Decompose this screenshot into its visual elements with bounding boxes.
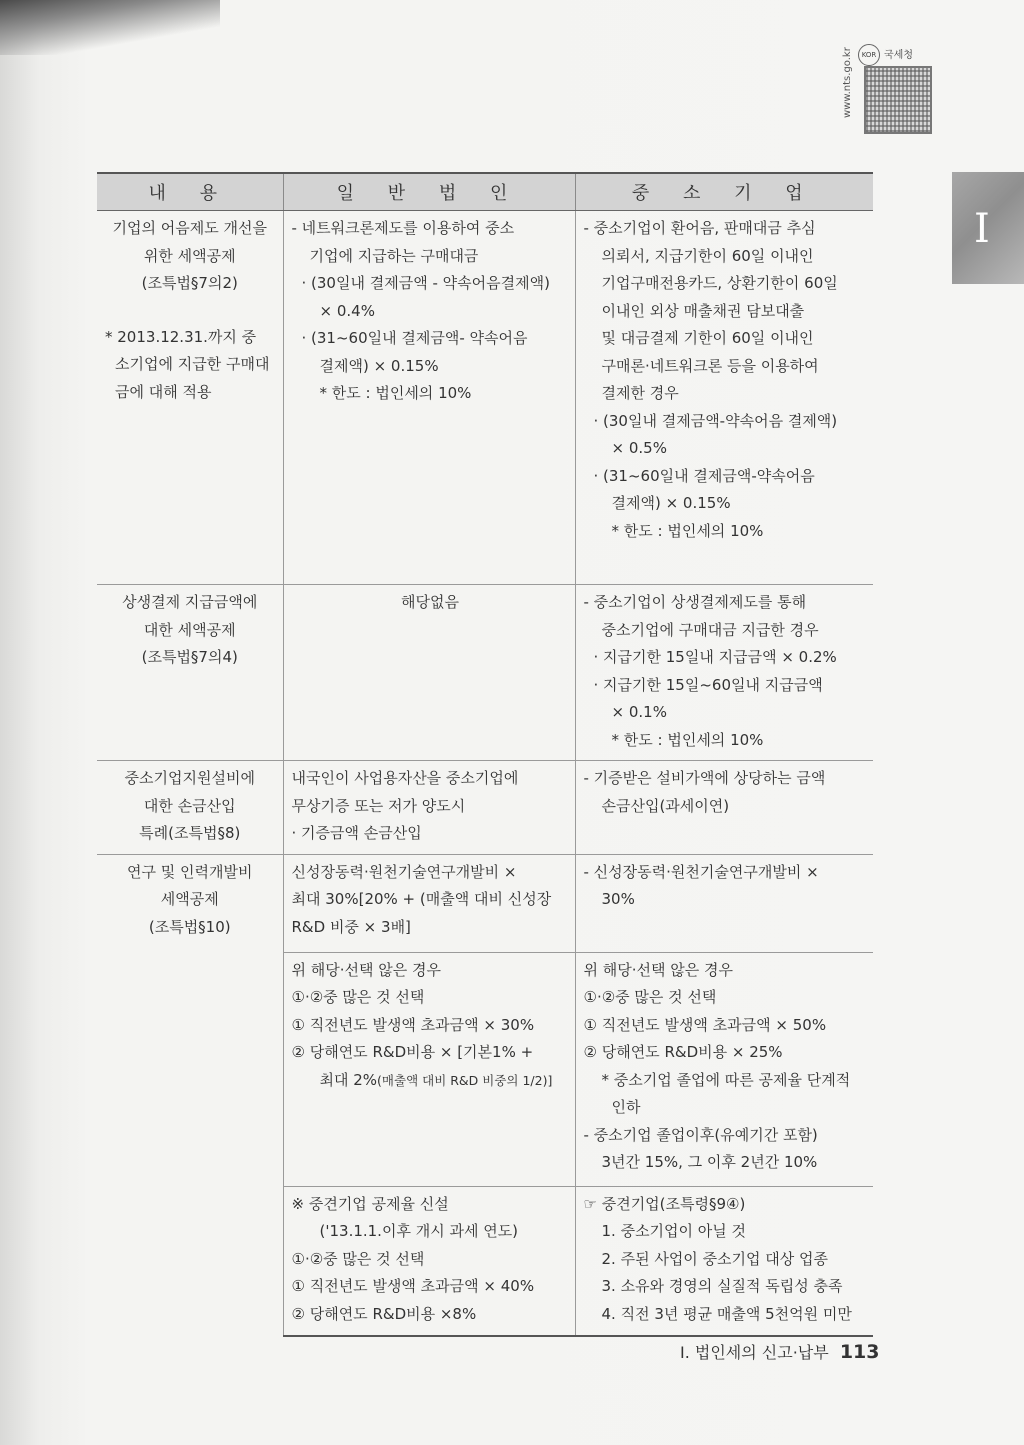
qr-code-icon	[864, 66, 932, 134]
nts-brand-block	[842, 40, 932, 130]
table-row	[97, 211, 873, 585]
row-general-midsize: ※ 중견기업 공제율 신설 ('13.1.1.이후 개시 과세 연도) ①·②중 많은 것 선택 ① 직전년도 발생액 초과금액 × 40% ② 당해연도 R&D비용 ×8%	[283, 1186, 575, 1336]
row-sme-standard: 위 해당·선택 않은 경우 ①·②중 많은 것 선택 ① 직전년도 발생액 초과금액 × 50% ② 당해연도 R&D비용 × 25% * 중소기업 졸업에 따른 공제율 단계적 인하 - 중소기업 졸업이후(유예기간 포함) 3년간 15%, 그 이후 2년간 10%	[575, 952, 873, 1186]
table-row	[97, 761, 873, 855]
row-content: 중소기업지원설비에 대한 손금산입 특례(조특법§8)	[97, 761, 283, 855]
nts-logo-icon: KOR	[858, 44, 880, 66]
row-general-new-growth: 신성장동력·원천기술연구개발비 × 최대 30%[20% + (매출액 대비 신성장 R&D 비중 × 3배]	[283, 854, 575, 952]
row-general: - 네트워크론제도를 이용하여 중소 기업에 지급하는 구매대금 · (30일내 결제금액 - 약속어음결제액) × 0.4% · (31~60일내 결제금액- 약속어음 결제액) × 0.15% * 한도 : 법인세의 10%	[283, 211, 575, 585]
header-content: 내 용	[97, 173, 283, 211]
row-general-standard: 위 해당·선택 않은 경우 ①·②중 많은 것 선택 ① 직전년도 발생액 초과금액 × 30% ② 당해연도 R&D비용 × [기본1% + 최대 2%(매출액 대비 R&D 비중의 1/2)]	[283, 952, 575, 1186]
table-row	[97, 854, 873, 952]
header-sme: 중 소 기 업	[575, 173, 873, 211]
header-general-corp: 일 반 법 인	[283, 173, 575, 211]
row-sme: - 중소기업이 환어음, 판매대금 추심 의뢰서, 지급기한이 60일 이내인 기업구매전용카드, 상환기한이 60일 이내인 외상 매출채권 담보대출 및 대금결제 기한이 60일 이내인 구매론·네트워크론 등을 이용하여 결제한 경우 · (30일내 결제금액-약속어음 결제액) × 0.5% · (31~60일내 결제금액-약속어음 결제액) × 0.15% * 한도 : 법인세의 10%	[575, 211, 873, 585]
row-sme: - 중소기업이 상생결제제도를 통해 중소기업에 구매대금 지급한 경우 · 지급기한 15일내 지급금액 × 0.2% · 지급기한 15일~60일내 지급금액 × 0.1% * 한도 : 법인세의 10%	[575, 585, 873, 761]
tax-credit-table	[97, 172, 873, 1337]
scan-corner-shadow	[0, 0, 220, 55]
page-footer	[680, 1340, 879, 1363]
row-general: 해당없음	[283, 585, 575, 761]
footer-chapter-title: Ⅰ. 법인세의 신고·납부	[680, 1343, 829, 1362]
row-general: 내국인이 사업용자산을 중소기업에 무상기증 또는 저가 양도시 · 기증금액 손금산입	[283, 761, 575, 855]
row-sme-new-growth: - 신성장동력·원천기술연구개발비 × 30%	[575, 854, 873, 952]
chapter-tab-label: I	[974, 206, 990, 252]
chapter-tab	[952, 172, 1024, 284]
row-content: 연구 및 인력개발비 세액공제 (조특법§10)	[97, 854, 283, 1336]
agency-name: 국세청	[884, 50, 913, 61]
row-content: 기업의 어음제도 개선을 위한 세액공제 (조특법§7의2) * 2013.12.31.까지 중 소기업에 지급한 구매대 금에 대해 적용	[97, 211, 283, 585]
table-header-row	[97, 173, 873, 211]
row-sme: - 기증받은 설비가액에 상당하는 금액 손금산입(과세이연)	[575, 761, 873, 855]
row-content: 상생결제 지급금액에 대한 세액공제 (조특법§7의4)	[97, 585, 283, 761]
table-row	[97, 585, 873, 761]
row-sme-midsize-criteria: ☞ 중견기업(조특령§9④) 1. 중소기업이 아닐 것 2. 주된 사업이 중소기업 대상 업종 3. 소유와 경영의 실질적 독립성 충족 4. 직전 3년 평균 매출액 5천억원 미만	[575, 1186, 873, 1336]
applicability-note: * 2013.12.31.까지 중 소기업에 지급한 구매대 금에 대해 적용	[105, 327, 270, 401]
site-url: www.nts.go.kr	[842, 47, 853, 118]
page-number: 113	[839, 1341, 880, 1363]
